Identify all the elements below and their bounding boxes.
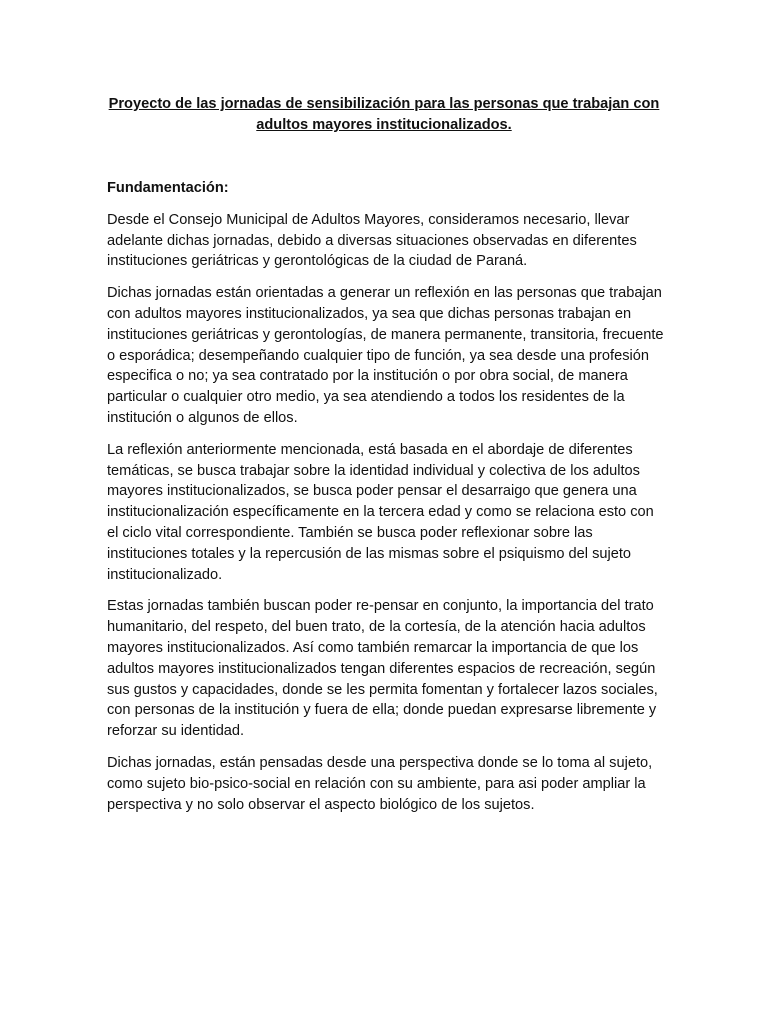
section-heading: Fundamentación: [107, 180, 229, 196]
paragraph: Estas jornadas también buscan poder re-pensar en conjunto, la importancia del trato humanitario, del respeto, del buen trato, de la cortesía, de la atención hacia adultos mayores institucionalizados. Así como también remarcar la importancia de que los adultos mayores institucionalizados tengan diferentes espacios de recreación, según sus gustos y capacidades, donde se les permita fomentan y fortalecer lazos sociales, con personas de la institución y fuera de ella; donde puedan expresarse libremente y reforzar su identidad. [107, 598, 658, 740]
paragraph: Desde el Consejo Municipal de Adultos Mayores, consideramos necesario, llevar adelante dichas jornadas, debido a diversas situaciones observadas en diferentes instituciones geriátricas y gerontológicas de la ciudad de Paraná. [107, 211, 637, 270]
document-title: Proyecto de las jornadas de sensibilización para las personas que trabajan con adultos mayores institucionalizados. [108, 96, 660, 133]
document-body [107, 178, 667, 826]
paragraph: La reflexión anteriormente mencionada, está basada en el abordaje de diferentes temáticas, se busca trabajar sobre la identidad individual y colectiva de los adultos mayores institucionalizados, se busca poder pensar el desarraigo que genera una institucionalización específicamente en la tercera edad y como se relaciona esto con el ciclo vital correspondiente. También se busca poder reflexionar sobre las instituciones totales y la repercusión de las mismas sobre el psiquismo del sujeto institucionalizado. [107, 441, 654, 583]
paragraph: Dichas jornadas, están pensadas desde una perspectiva donde se lo toma al sujeto, como sujeto bio-psico-social en relación con su ambiente, para asi poder ampliar la perspectiva y no solo observar el aspecto biológico de los sujetos. [107, 754, 653, 813]
paragraph: Dichas jornadas están orientadas a generar un reflexión en las personas que trabajan con adultos mayores institucionalizados, ya sea que dichas personas trabajan en instituciones geriátricas y gerontologías, de manera permanente, transitoria, frecuente o esporádica; desempeñando cualquier tipo de función, ya sea desde una profesión especifica o no; ya sea contratado por la institución o por obra social, de manera particular o cualquier otro medio, ya sea atendiendo a todos los residentes de la institución o algunos de ellos. [107, 285, 664, 426]
